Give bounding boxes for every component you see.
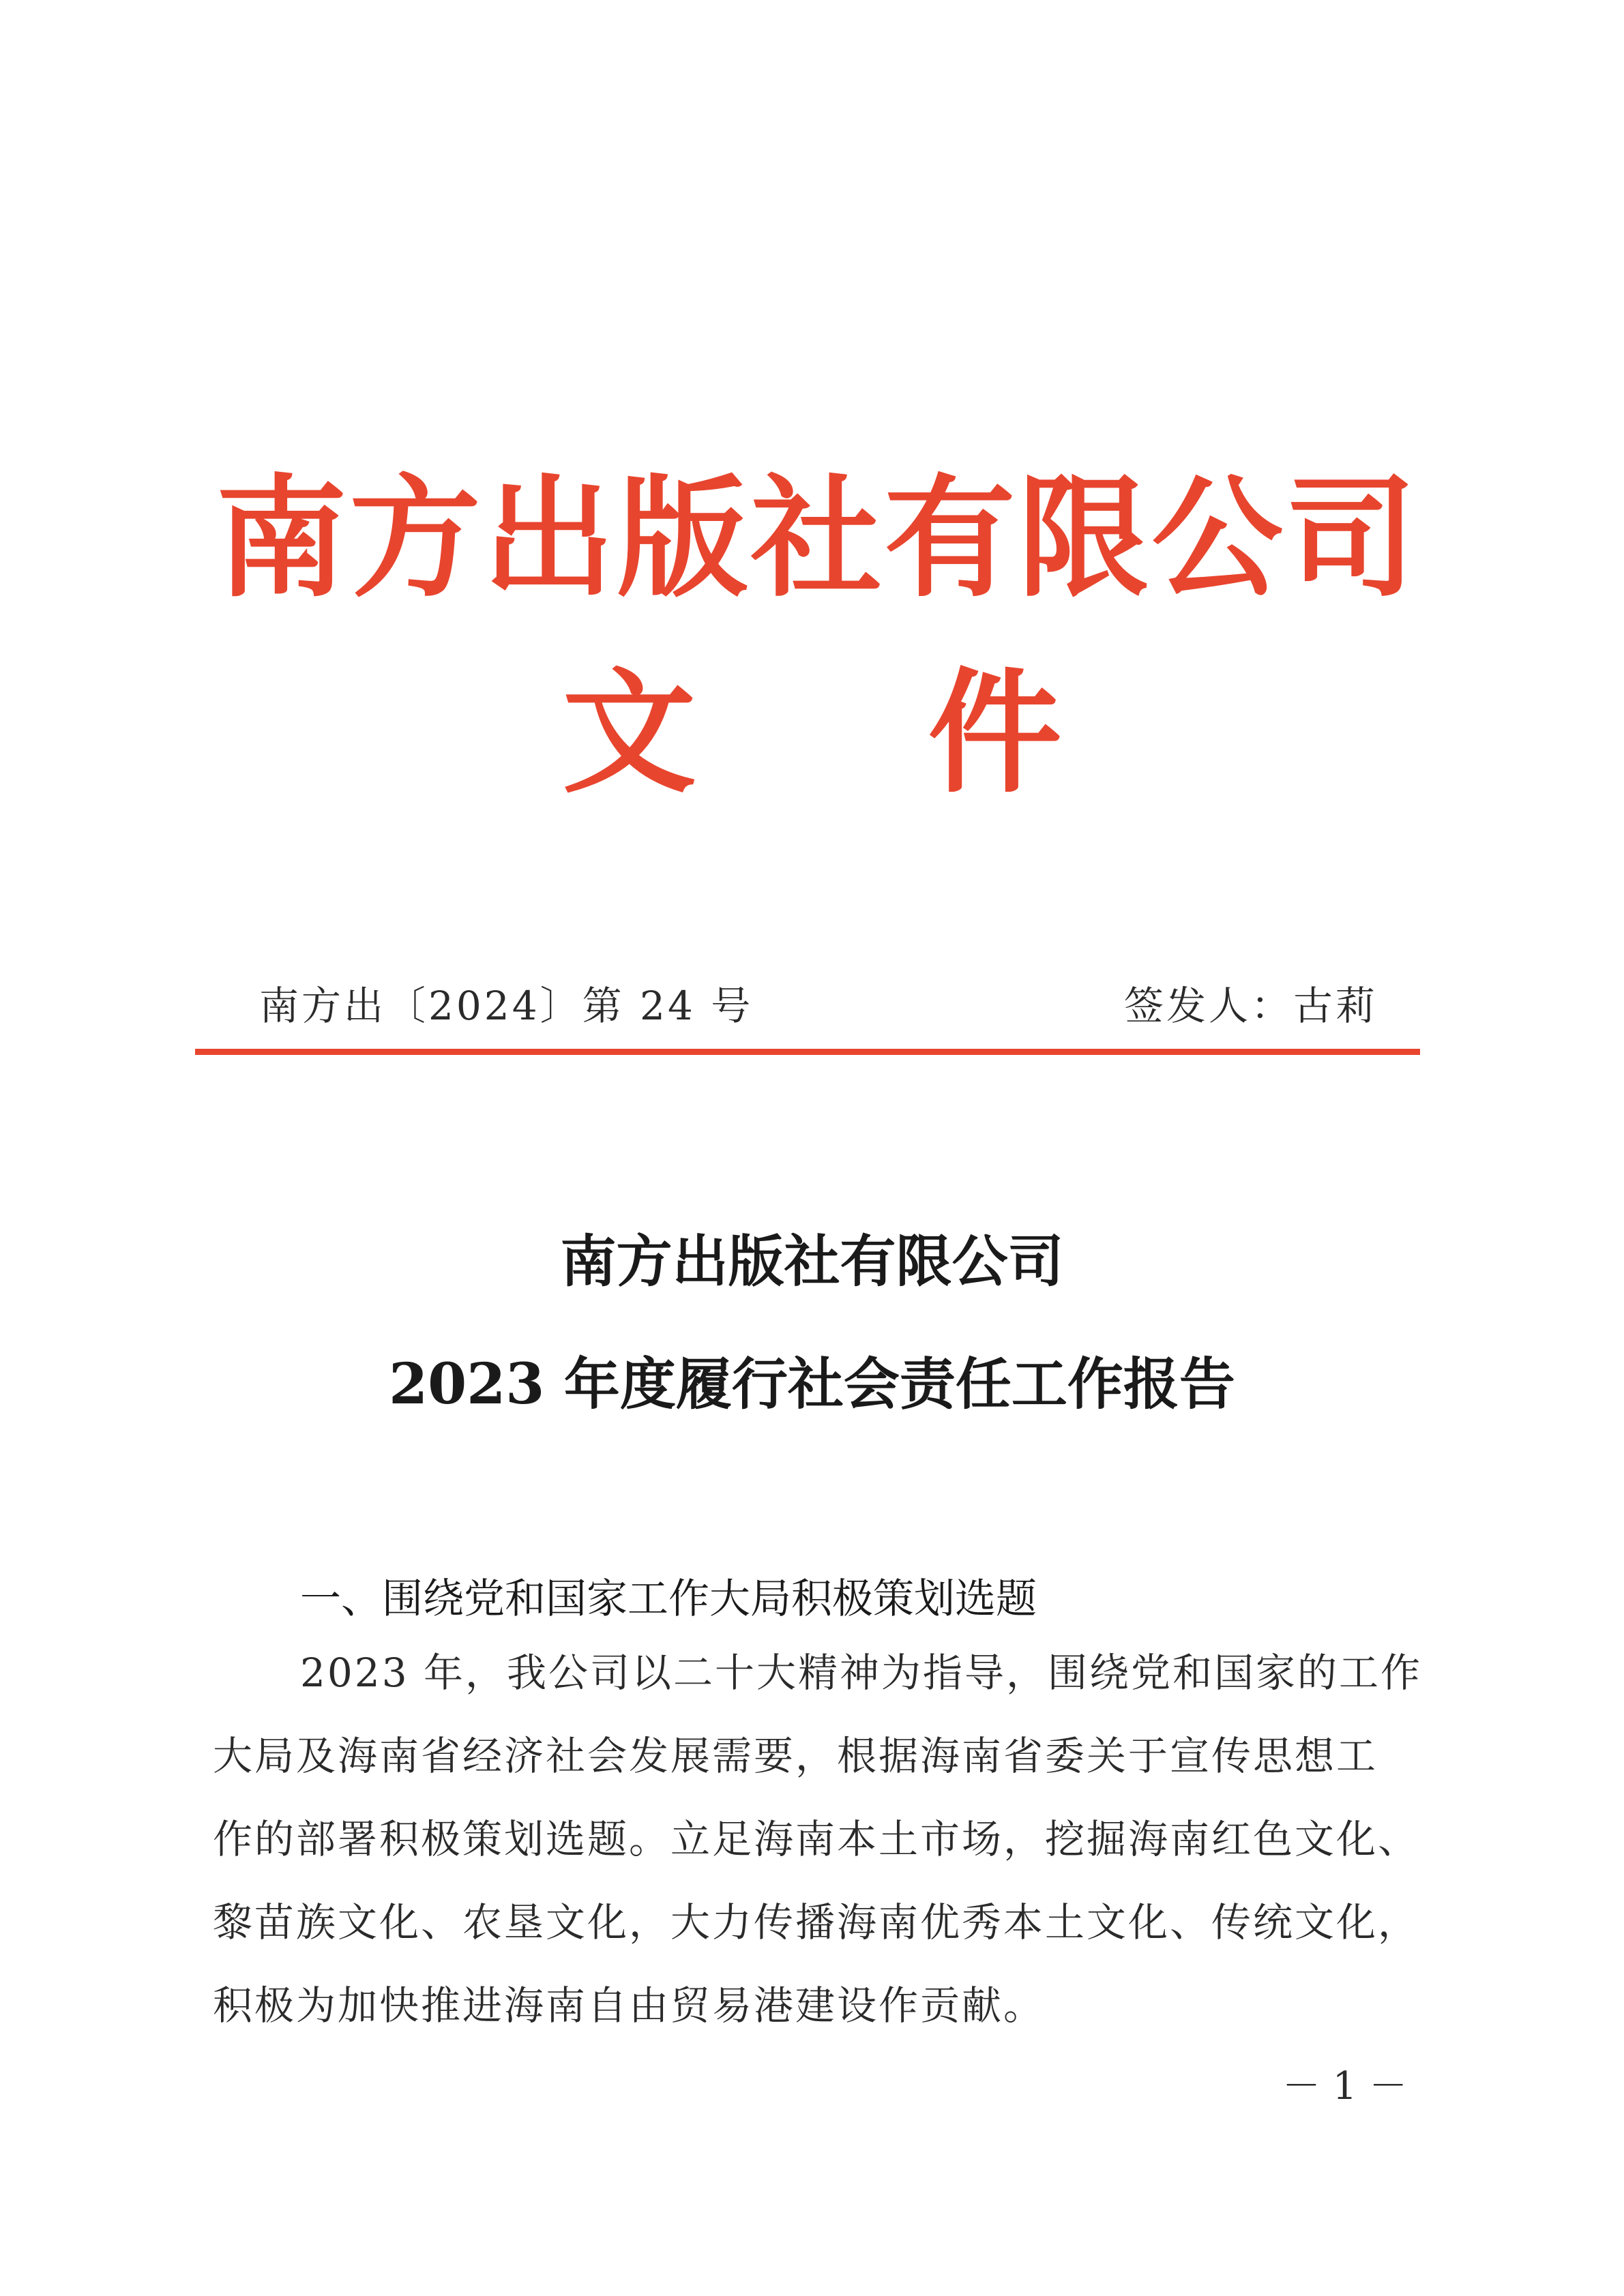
masthead-document-label — [0, 655, 1624, 811]
paragraph-line: 大局及海南省经济社会发展需要，根据海南省委关于宣传思想工 — [213, 1733, 1378, 1779]
masthead-organization: 南方出版社有限公司 — [216, 462, 1419, 615]
document-info-row — [259, 968, 1378, 1043]
masthead-doc-char-1: 文 — [562, 655, 696, 811]
paragraph-line: 黎苗族文化、农垦文化，大力传播海南优秀本土文化、传统文化， — [213, 1899, 1420, 1945]
document-number: 南方出〔2024〕第 24 号 — [259, 983, 754, 1029]
page-number: － 1 － — [1282, 2064, 1408, 2108]
red-divider-line — [195, 1049, 1420, 1055]
section-heading: 一、围绕党和国家工作大局积极策划选题 — [300, 1575, 1037, 1623]
masthead-doc-char-2: 件 — [928, 655, 1062, 811]
issuer: 签发人：古莉 — [1123, 983, 1378, 1029]
report-title-line-1: 南方出版社有限公司 — [560, 1229, 1064, 1294]
paragraph-line: 作的部署积极策划选题。立足海南本土市场，挖掘海南红色文化、 — [213, 1816, 1420, 1862]
paragraph-line: 积极为加快推进海南自由贸易港建设作贡献。 — [213, 1982, 1046, 2029]
report-title-line-2: 2023 年度履行社会责任工作报告 — [389, 1352, 1235, 1417]
paragraph-line: 2023 年，我公司以二十大精神为指导，围绕党和国家的工作 — [300, 1650, 1423, 1696]
